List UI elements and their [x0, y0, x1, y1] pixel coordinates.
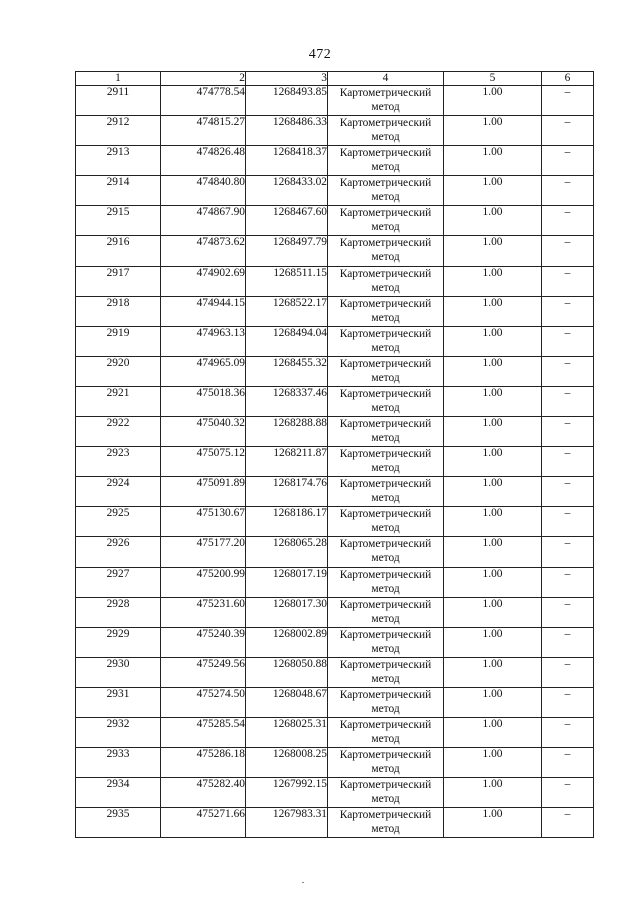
point-number: 2924 — [76, 477, 161, 507]
accuracy: 1.00 — [444, 748, 542, 778]
note-dash: – — [542, 778, 594, 808]
method-cell — [328, 236, 444, 266]
coordinate-y: 1267992.15 — [246, 778, 328, 808]
method-line-2: метод — [371, 793, 400, 806]
note-dash: – — [542, 717, 594, 747]
method-cell — [328, 176, 444, 206]
coordinate-y: 1267983.31 — [246, 808, 328, 838]
coordinate-x: 474778.54 — [161, 86, 246, 116]
method-cell — [328, 356, 444, 386]
method-line-2: метод — [371, 221, 400, 234]
table-row — [76, 146, 594, 176]
method-line-1: Картометрический — [339, 568, 432, 581]
coordinate-y: 1268493.85 — [246, 86, 328, 116]
accuracy: 1.00 — [444, 236, 542, 266]
method-line-2: метод — [371, 732, 400, 745]
method-line-1: Картометрический — [339, 387, 432, 400]
method-line-2: метод — [371, 101, 400, 113]
note-dash: – — [542, 447, 594, 477]
method-cell — [328, 146, 444, 176]
method-cell — [328, 326, 444, 356]
note-dash: – — [542, 687, 594, 717]
column-header-4: 4 — [328, 72, 444, 86]
point-number: 2926 — [76, 537, 161, 567]
table-row — [76, 266, 594, 296]
method-line-1: Картометрический — [339, 237, 432, 250]
method-cell — [328, 687, 444, 717]
coordinate-x: 474944.15 — [161, 296, 246, 326]
method-line-1: Картометрический — [339, 267, 432, 280]
table-row — [76, 567, 594, 597]
accuracy: 1.00 — [444, 477, 542, 507]
coordinate-y: 1268511.15 — [246, 266, 328, 296]
method-cell — [328, 86, 444, 116]
table-row — [76, 326, 594, 356]
method-line-2: метод — [371, 672, 400, 685]
method-cell — [328, 808, 444, 838]
note-dash: – — [542, 477, 594, 507]
method-line-1: Картометрический — [339, 418, 432, 431]
coordinate-x: 475075.12 — [161, 447, 246, 477]
note-dash: – — [542, 116, 594, 146]
accuracy: 1.00 — [444, 176, 542, 206]
coordinate-x: 475274.50 — [161, 687, 246, 717]
point-number: 2912 — [76, 116, 161, 146]
point-number: 2927 — [76, 567, 161, 597]
note-dash: – — [542, 236, 594, 266]
table-row — [76, 597, 594, 627]
method-line-2: метод — [371, 763, 400, 776]
accuracy: 1.00 — [444, 567, 542, 597]
method-line-2: метод — [371, 401, 400, 414]
method-cell — [328, 417, 444, 447]
method-cell — [328, 116, 444, 146]
coordinate-x: 474965.09 — [161, 356, 246, 386]
accuracy: 1.00 — [444, 507, 542, 537]
point-number: 2917 — [76, 266, 161, 296]
coordinate-x: 475240.39 — [161, 627, 246, 657]
coordinate-y: 1268433.02 — [246, 176, 328, 206]
coordinate-x: 474867.90 — [161, 206, 246, 236]
method-cell — [328, 266, 444, 296]
method-line-2: метод — [371, 462, 400, 475]
note-dash: – — [542, 146, 594, 176]
coordinate-x: 474873.62 — [161, 236, 246, 266]
point-number: 2918 — [76, 296, 161, 326]
point-number: 2923 — [76, 447, 161, 477]
coordinate-x: 475249.56 — [161, 657, 246, 687]
table-row — [76, 206, 594, 236]
column-header-6: 6 — [542, 72, 594, 86]
coordinate-y: 1268186.17 — [246, 507, 328, 537]
method-cell — [328, 597, 444, 627]
method-line-1: Картометрический — [339, 628, 432, 641]
note-dash: – — [542, 748, 594, 778]
method-line-2: метод — [371, 492, 400, 505]
table-row — [76, 748, 594, 778]
method-line-1: Картометрический — [339, 478, 432, 491]
method-line-2: метод — [371, 191, 400, 204]
accuracy: 1.00 — [444, 86, 542, 116]
coordinates-table — [75, 71, 594, 838]
note-dash: – — [542, 386, 594, 416]
page-number: 472 — [308, 47, 332, 62]
table-body — [76, 86, 594, 838]
accuracy: 1.00 — [444, 116, 542, 146]
method-line-1: Картометрический — [339, 177, 432, 190]
point-number: 2916 — [76, 236, 161, 266]
method-line-1: Картометрический — [339, 779, 432, 792]
table-row — [76, 236, 594, 266]
coordinate-x: 474826.48 — [161, 146, 246, 176]
coordinate-y: 1268050.88 — [246, 657, 328, 687]
method-line-1: Картометрический — [339, 598, 432, 611]
coordinate-x: 475271.66 — [161, 808, 246, 838]
column-header-2: 2 — [161, 72, 246, 86]
coordinate-y: 1268486.33 — [246, 116, 328, 146]
method-line-2: метод — [371, 371, 400, 384]
coordinate-y: 1268494.04 — [246, 326, 328, 356]
method-line-1: Картометрический — [339, 508, 432, 521]
method-line-2: метод — [371, 432, 400, 445]
method-line-2: метод — [371, 161, 400, 174]
accuracy: 1.00 — [444, 778, 542, 808]
point-number: 2915 — [76, 206, 161, 236]
coordinate-y: 1268017.19 — [246, 567, 328, 597]
coordinate-y: 1268522.17 — [246, 296, 328, 326]
note-dash: – — [542, 86, 594, 116]
table-row — [76, 447, 594, 477]
coordinate-y: 1268288.88 — [246, 417, 328, 447]
coordinate-x: 475286.18 — [161, 748, 246, 778]
accuracy: 1.00 — [444, 657, 542, 687]
table-row — [76, 717, 594, 747]
note-dash: – — [542, 326, 594, 356]
method-line-2: метод — [371, 552, 400, 565]
method-cell — [328, 537, 444, 567]
coordinate-y: 1268065.28 — [246, 537, 328, 567]
method-line-1: Картометрический — [339, 749, 432, 762]
point-number: 2922 — [76, 417, 161, 447]
method-line-2: метод — [371, 612, 400, 625]
accuracy: 1.00 — [444, 296, 542, 326]
accuracy: 1.00 — [444, 537, 542, 567]
note-dash: – — [542, 808, 594, 838]
note-dash: – — [542, 417, 594, 447]
method-cell — [328, 657, 444, 687]
note-dash: – — [542, 356, 594, 386]
table-row — [76, 507, 594, 537]
accuracy: 1.00 — [444, 386, 542, 416]
accuracy: 1.00 — [444, 417, 542, 447]
method-cell — [328, 386, 444, 416]
table-row — [76, 116, 594, 146]
method-line-1: Картометрический — [339, 809, 432, 822]
point-number: 2925 — [76, 507, 161, 537]
note-dash: – — [542, 176, 594, 206]
point-number: 2920 — [76, 356, 161, 386]
table-row — [76, 778, 594, 808]
accuracy: 1.00 — [444, 687, 542, 717]
coordinate-x: 475177.20 — [161, 537, 246, 567]
coordinate-y: 1268048.67 — [246, 687, 328, 717]
coordinate-x: 474815.27 — [161, 116, 246, 146]
accuracy: 1.00 — [444, 266, 542, 296]
method-cell — [328, 507, 444, 537]
table-row — [76, 417, 594, 447]
coordinate-y: 1268174.76 — [246, 477, 328, 507]
method-line-2: метод — [371, 823, 400, 836]
table-row — [76, 386, 594, 416]
coordinate-y: 1268455.32 — [246, 356, 328, 386]
table-row — [76, 176, 594, 206]
method-cell — [328, 717, 444, 747]
method-cell — [328, 567, 444, 597]
note-dash: – — [542, 627, 594, 657]
accuracy: 1.00 — [444, 326, 542, 356]
method-line-2: метод — [371, 642, 400, 655]
note-dash: – — [542, 597, 594, 627]
coordinate-y: 1268025.31 — [246, 717, 328, 747]
method-line-2: метод — [371, 522, 400, 535]
method-line-2: метод — [371, 311, 400, 324]
coordinate-y: 1268211.87 — [246, 447, 328, 477]
accuracy: 1.00 — [444, 597, 542, 627]
note-dash: – — [542, 567, 594, 597]
point-number: 2913 — [76, 146, 161, 176]
coordinate-y: 1268418.37 — [246, 146, 328, 176]
method-line-1: Картометрический — [339, 147, 432, 160]
coordinate-x: 475091.89 — [161, 477, 246, 507]
note-dash: – — [542, 657, 594, 687]
table-row — [76, 657, 594, 687]
table-row — [76, 477, 594, 507]
method-line-1: Картометрический — [339, 658, 432, 671]
point-number: 2930 — [76, 657, 161, 687]
point-number: 2931 — [76, 687, 161, 717]
note-dash: – — [542, 507, 594, 537]
method-line-1: Картометрический — [339, 688, 432, 701]
method-line-1: Картометрический — [339, 538, 432, 551]
accuracy: 1.00 — [444, 808, 542, 838]
method-line-1: Картометрический — [339, 207, 432, 220]
note-dash: – — [542, 266, 594, 296]
table-row — [76, 356, 594, 386]
coordinate-x: 475130.67 — [161, 507, 246, 537]
method-line-1: Картометрический — [339, 327, 432, 340]
coordinate-x: 475282.40 — [161, 778, 246, 808]
point-number: 2934 — [76, 778, 161, 808]
method-line-2: метод — [371, 702, 400, 715]
method-cell — [328, 296, 444, 326]
table-row — [76, 86, 594, 116]
table-row — [76, 687, 594, 717]
coordinate-y: 1268017.30 — [246, 597, 328, 627]
point-number: 2914 — [76, 176, 161, 206]
method-cell — [328, 206, 444, 236]
coordinate-x: 474902.69 — [161, 266, 246, 296]
method-line-1: Картометрический — [339, 297, 432, 310]
method-line-2: метод — [371, 281, 400, 294]
table-row — [76, 537, 594, 567]
method-line-2: метод — [371, 251, 400, 264]
point-number: 2919 — [76, 326, 161, 356]
coordinate-x: 475285.54 — [161, 717, 246, 747]
method-cell — [328, 778, 444, 808]
accuracy: 1.00 — [444, 146, 542, 176]
method-cell — [328, 627, 444, 657]
table-row — [76, 808, 594, 838]
coordinate-x: 475040.32 — [161, 417, 246, 447]
note-dash: – — [542, 206, 594, 236]
method-line-1: Картометрический — [339, 448, 432, 461]
method-line-1: Картометрический — [339, 357, 432, 370]
table-header-row — [76, 72, 594, 86]
method-cell — [328, 477, 444, 507]
method-line-1: Картометрический — [339, 117, 432, 130]
note-dash: – — [542, 537, 594, 567]
accuracy: 1.00 — [444, 356, 542, 386]
point-number: 2935 — [76, 808, 161, 838]
accuracy: 1.00 — [444, 206, 542, 236]
scan-speck — [302, 882, 304, 883]
coordinate-y: 1268497.79 — [246, 236, 328, 266]
point-number: 2911 — [76, 86, 161, 116]
point-number: 2933 — [76, 748, 161, 778]
method-line-1: Картометрический — [339, 87, 432, 99]
coordinate-x: 475200.99 — [161, 567, 246, 597]
method-line-1: Картометрический — [339, 718, 432, 731]
accuracy: 1.00 — [444, 447, 542, 477]
point-number: 2928 — [76, 597, 161, 627]
point-number: 2929 — [76, 627, 161, 657]
method-cell — [328, 748, 444, 778]
accuracy: 1.00 — [444, 717, 542, 747]
coordinate-y: 1268467.60 — [246, 206, 328, 236]
column-header-5: 5 — [444, 72, 542, 86]
method-line-2: метод — [371, 131, 400, 144]
table-row — [76, 627, 594, 657]
table-row — [76, 296, 594, 326]
method-line-2: метод — [371, 582, 400, 595]
coordinate-x: 475231.60 — [161, 597, 246, 627]
coordinate-y: 1268008.25 — [246, 748, 328, 778]
method-line-2: метод — [371, 341, 400, 354]
coordinate-y: 1268002.89 — [246, 627, 328, 657]
column-header-3: 3 — [246, 72, 328, 86]
point-number: 2921 — [76, 386, 161, 416]
coordinate-y: 1268337.46 — [246, 386, 328, 416]
note-dash: – — [542, 296, 594, 326]
method-cell — [328, 447, 444, 477]
coordinate-x: 474840.80 — [161, 176, 246, 206]
column-header-1: 1 — [76, 72, 161, 86]
point-number: 2932 — [76, 717, 161, 747]
accuracy: 1.00 — [444, 627, 542, 657]
coordinate-x: 475018.36 — [161, 386, 246, 416]
coordinate-x: 474963.13 — [161, 326, 246, 356]
